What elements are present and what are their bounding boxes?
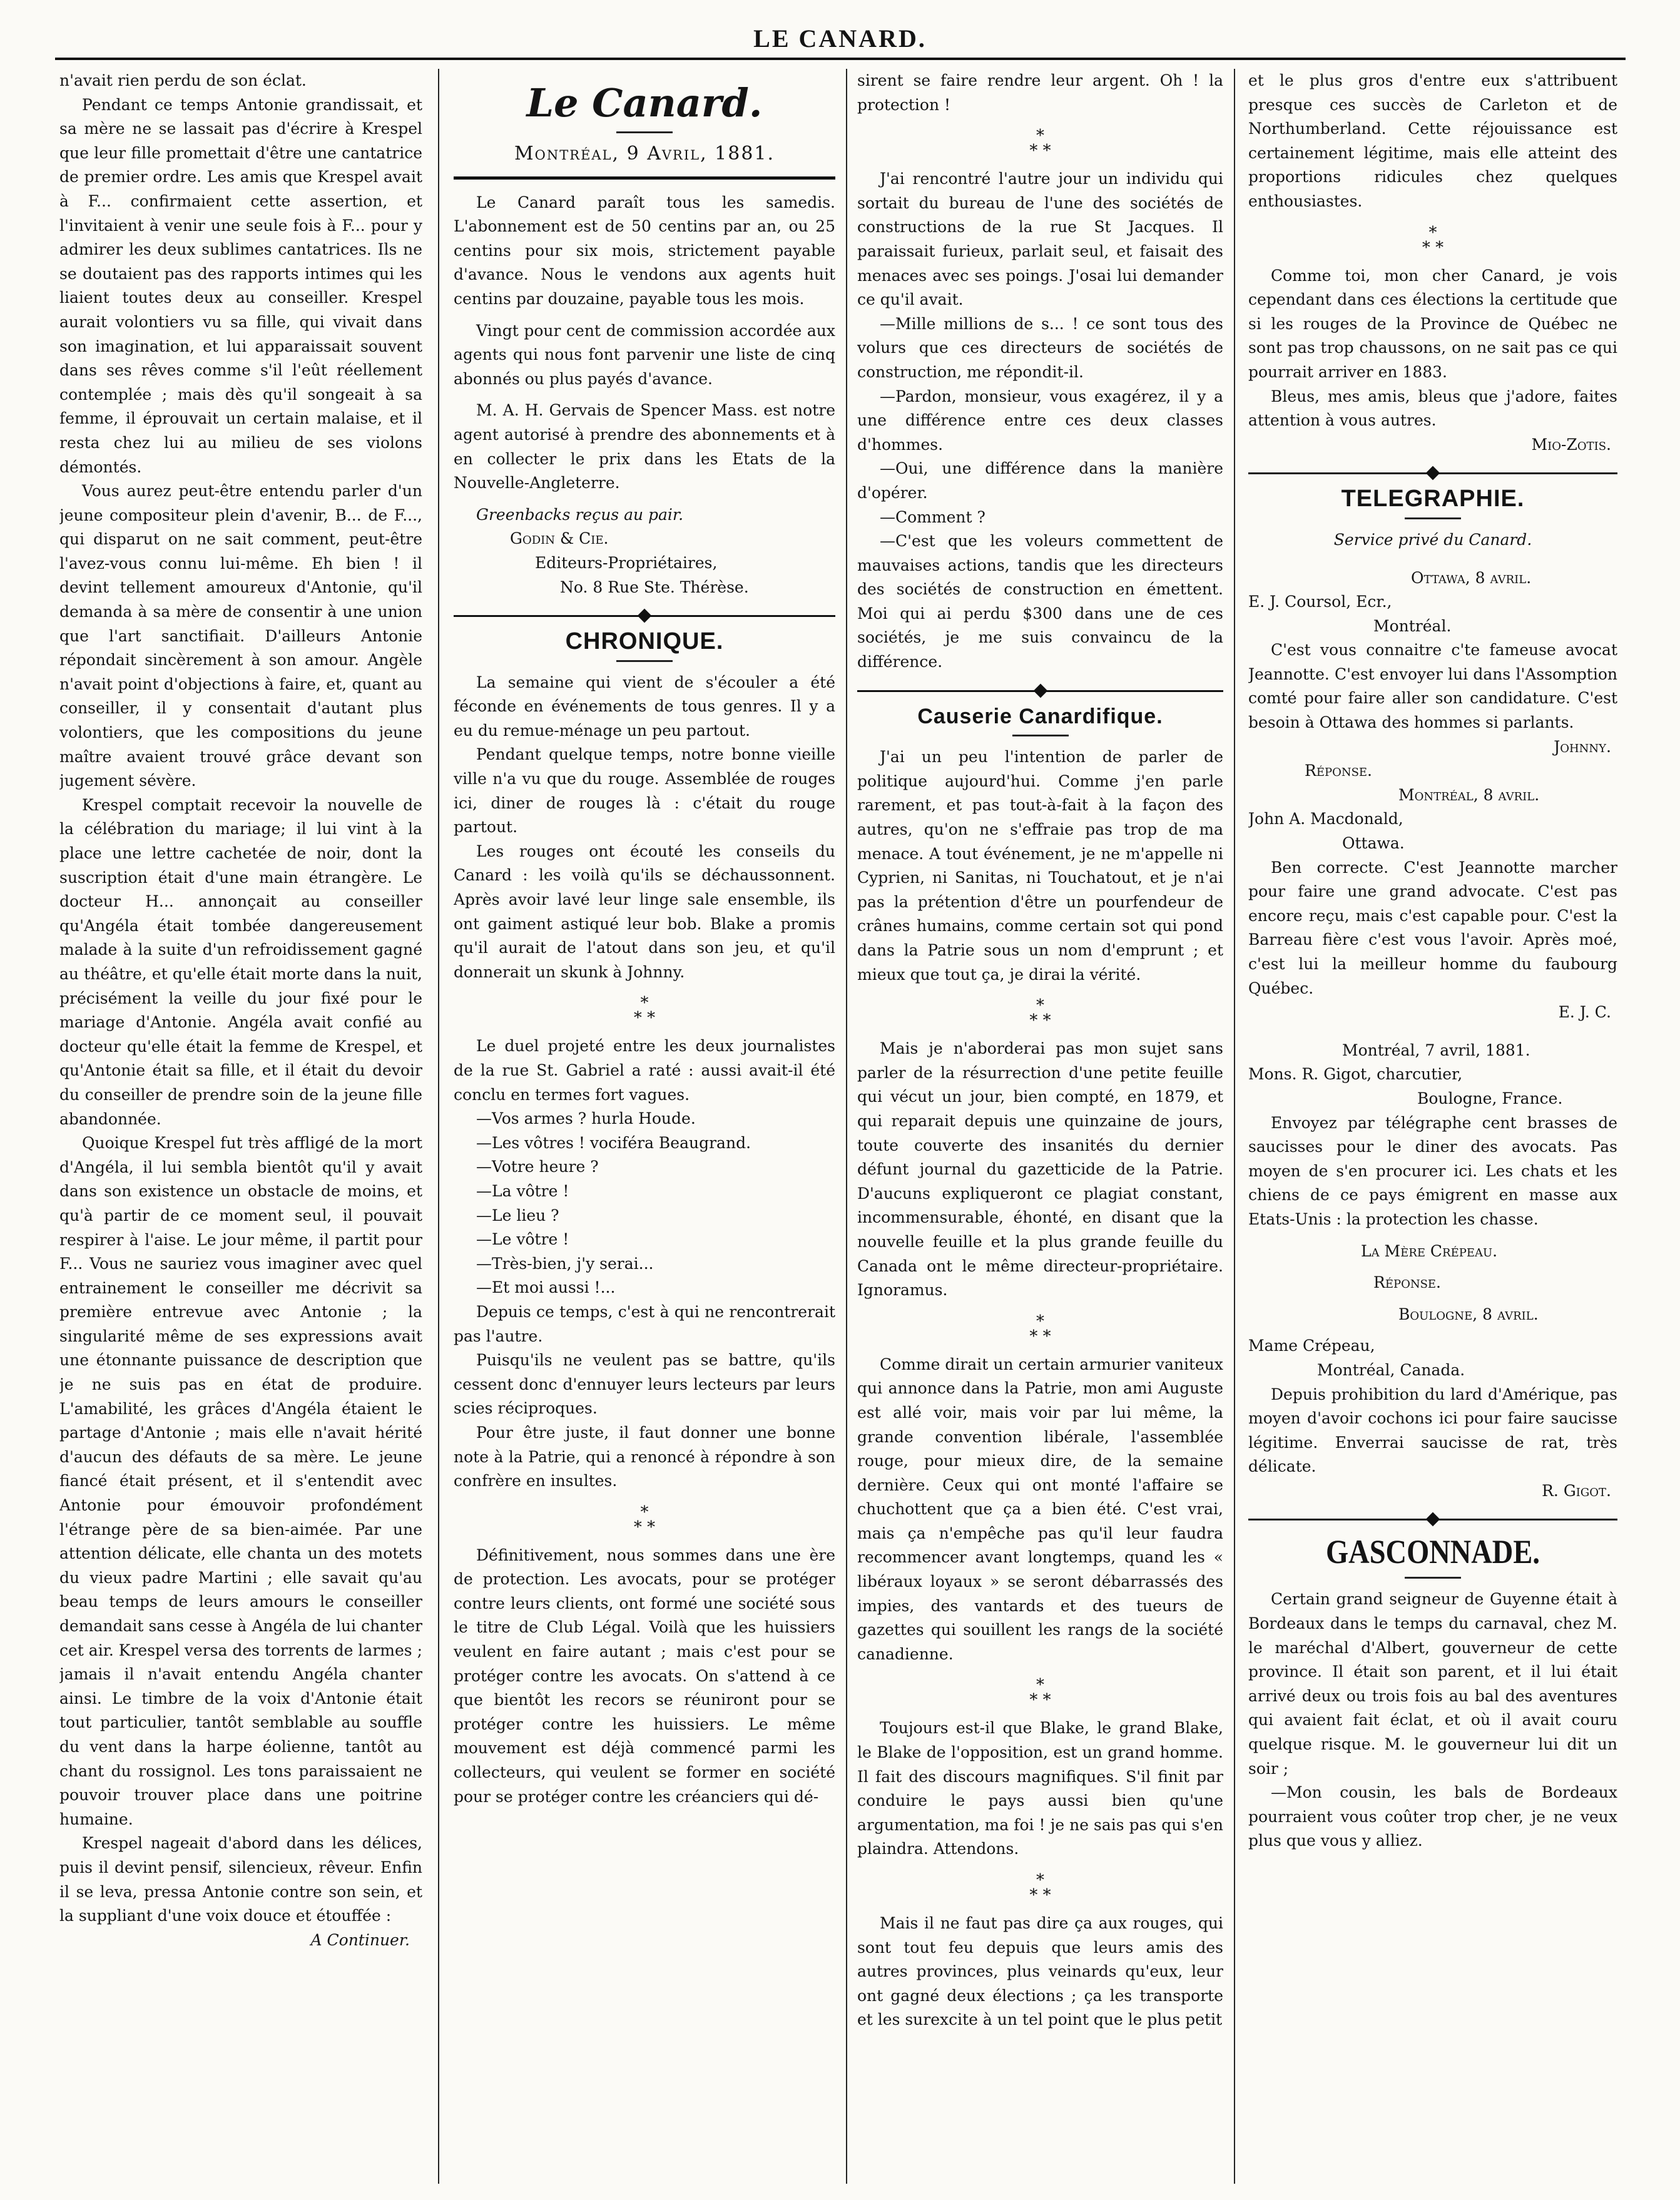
rule [1405, 517, 1461, 519]
asterism: * * * [1422, 223, 1444, 257]
rule [454, 176, 835, 180]
section-title-telegraphie: TELEGRAPHIE. [1341, 486, 1525, 512]
rule [1405, 1577, 1461, 1579]
paragraph: n'avait rien perdu de son éclat. [59, 71, 307, 89]
rule [616, 660, 673, 662]
ornament-rule [857, 686, 1223, 696]
paragraph: Comme toi, mon cher Canard, je vois cependant dans ces élections la certitude que si les rouges de la Province de Québec ne sont pas trop chaussons, on ne sait pas ce qui pourrait arriver en 1883. [1248, 266, 1617, 381]
dialogue-line: —Votre heure ? [476, 1158, 599, 1176]
publisher-name: Godin & Cie. [510, 529, 609, 548]
telegram-dateline: Boulogne, 8 avril. [1398, 1305, 1539, 1323]
asterism: * * * [1029, 126, 1051, 161]
column-4-telegraphie [1248, 69, 1617, 2184]
dialogue-line: —Oui, une différence dans la manière d'opérer. [857, 459, 1223, 502]
paragraph: Vous aurez peut-être entendu parler d'un jeune compositeur plein d'avenir, B... de F..., qui disparut on ne sait comment, peut-être l'avez-vous connu lui-même. Eh bien ! il devint tellement amoureux d'Antonie, qu'il demanda à sa mère de consentir à une union que l'art sanctifiait. D'ailleurs Antonie répondait sincèrement à son amour. Angèle n'avait point d'objections à faire, et, quant au conseiller, il y consentait d'autant plus volontiers, que les compositions du jeune maître avaient trouvé grâce devant son jugement sévère. [59, 482, 422, 790]
column-1-feuilleton [59, 69, 422, 2184]
telegram-addressee: Mame Crépeau, [1248, 1337, 1375, 1355]
dialogue-line: —Vos armes ? hurla Houde. [476, 1109, 696, 1128]
signature: Johnny. [1554, 737, 1611, 756]
dialogue-line: —Très-bien, j'y serai... [476, 1254, 654, 1273]
telegram-dateline: Montréal, 8 avril. [1398, 785, 1540, 804]
signature: E. J. C. [1558, 1003, 1611, 1022]
paragraph: sirent se faire rendre leur argent. Oh ! la protection ! [857, 71, 1223, 114]
dialogue-line: —Pardon, monsieur, vous exagérez, il y a une différence entre ces deux classes d'hommes. [857, 387, 1223, 454]
signature: Mio-Zotis. [1531, 435, 1611, 454]
dialogue-line: —Le vôtre ! [476, 1230, 569, 1249]
paragraph: Quoique Krespel fut très affligé de la mort d'Angéla, il lui sembla bientôt qu'il y avait dans son existence un obstacle de moins, et qu'à partir de ce moment seul, il pouvait respirer à l'aise. Le jour même, il partit pour F... Vous ne sauriez vous imaginer avec quel entrainement le conseiller me décrivit sa première entrevue avec Antonie ; la singularité même de ses expressions avait une étonnante puissance de description que je ne suis pas en état de produire. L'amabilité, les grâces d'Angéla étaient le partage d'Antonie ; mais elle n'avait hérité d'aucun des défauts de sa mère. Le jeune fiancé était présent, et il s'entendit avec Antonie pour émouvoir profondément l'étrange père de sa bien-aimée. Par une attention délicate, elle chanta un des motets du vieux padre Martini ; elle savait qu'au beau temps de leurs amours le conseiller demandait sans cesse à Angéla de lui chanter cet air. Krespel versa des torrents de larmes ; jamais il n'avait entendu Angéla chanter ainsi. Le timbre de la voix d'Antonie était tout particulier, tantôt semblable au souffle du vent dans la harpe éolienne, tantôt au chant du rossignol. Les tons paraissaient ne pouvoir trouver place dans une poitrine humaine. [59, 1134, 422, 1828]
telegram-dateline: Ottawa, 8 avril. [1411, 568, 1532, 587]
masthead: Le Canard. [526, 80, 763, 126]
paragraph: J'ai rencontré l'autre jour un individu qui sortait du bureau de l'une des sociétés de constructions de la rue St Jacques. Il paraissait furieux, parlait seul, et faisait des menaces avec ses poings. J'osai lui demander ce qu'il avait. [857, 170, 1223, 309]
telegram-dateline: Montréal, 7 avril, 1881. [1342, 1041, 1530, 1059]
notice: M. A. H. Gervais de Spencer Mass. est notre agent autorisé à prendre des abonnements et à en collecter le prix dans les Etats de la Nouvelle-Angleterre. [454, 401, 835, 492]
header-rule [55, 58, 1626, 60]
section-title-causerie: Causerie Canardifique. [917, 704, 1163, 728]
paragraph: Depuis ce temps, c'est à qui ne rencontrerait pas l'autre. [454, 1302, 835, 1345]
column-divider [438, 69, 439, 2184]
paragraph: —Mon cousin, les bals de Bordeaux pourraient vous coûter trop cher, je ne veux plus que vous y alliez. [1248, 1783, 1617, 1850]
asterism: * * * [633, 1502, 656, 1537]
paragraph: Mais il ne faut pas dire ça aux rouges, qui sont tout feu depuis que leurs amis des autres provinces, plus veinards qu'eux, leur ont gagné deux élections ; ça les transporte et les surexcite à un tel point que le plus petit [857, 1914, 1223, 2029]
notice: Vingt pour cent de commission accordée aux agents qui nous font parvenir une liste de cinq abonnés ou plus payés d'avance. [454, 321, 835, 388]
asterism: * * * [1029, 996, 1051, 1031]
telegram-place: Montréal. [1373, 616, 1452, 635]
rule [616, 131, 673, 133]
paragraph: Certain grand seigneur de Guyenne était à Bordeaux dans le temps du carnaval, chez M. le maréchal d'Albert, gouverneur de cette province. Il était son parent, et il lui était arrivé deux ou trois fois au bal des aventures qui avaient fait éclat, et où il avait couru quelque risque. M. le gouverneur lui dit un soir ; [1248, 1590, 1617, 1778]
column-divider [846, 69, 847, 2184]
ornament-rule [1248, 1514, 1617, 1524]
ornament-rule [1248, 468, 1617, 478]
telegram-place: Montréal, Canada. [1317, 1360, 1465, 1379]
column-3-causerie [857, 69, 1223, 2184]
paragraph: Mais je n'aborderai pas mon sujet sans parler de la résurrection d'une petite feuille qui vécut un jour, bien compté, en 1879, et qui reparait depuis une quinzaine de jours, toute couverte des insanités du dernier défunt journal du gazetticide de la Patrie. D'aucuns expliqueront ce plagiat constant, incommensurable, éhonté, en disant que la nouvelle feuille et la plus grande feuille du Canada ont le même directeur-propriétaire. Ignoramus. [857, 1039, 1223, 1300]
paragraph: Puisqu'ils ne veulent pas se battre, qu'ils cessent donc d'ennuyer leurs lecteurs par leurs scies réciproques. [454, 1351, 835, 1418]
ornament-rule [454, 611, 835, 621]
telegram-body: C'est vous connaitre c'te fameuse avocat Jeannotte. C'est envoyer lui dans l'Assomption comté pour faire aller son candidature. C'est besoin à Ottawa des hommes si parlants. [1248, 641, 1617, 732]
dialogue-line: —Et moi aussi !... [476, 1278, 616, 1297]
service-note: Service privé du Canard. [1333, 530, 1532, 549]
paragraph: Comme dirait un certain armurier vaniteux qui annonce dans la Patrie, mon ami Auguste est allé voir, mais voir par lui même, la grande convention libérale, l'assemblée rouge, pour mieux dire, de la semaine dernière. Ceux qui ont monté l'affaire se chuchottent que ça a bien été. C'est vrai, mais ça n'empêche pas qu'il leur faudra recommencer avant longtemps, quand les « libéraux loyaux » se seront débarrassés des impies, des vantards et des tueurs de gazettes qui souillent les rangs de la société canadienne. [857, 1355, 1223, 1663]
dialogue-line: —Mille millions de s... ! ce sont tous des volurs que ces directeurs de sociétés de construction, me répondit-il. [857, 314, 1223, 381]
column-divider [1234, 69, 1235, 2184]
dialogue-line: —Le lieu ? [476, 1206, 559, 1225]
dialogue-line: —C'est que les voleurs commettent de mauvaises actions, tandis que les directeurs des sociétés de construction en émettent. Moi qui ai perdu $300 dans une de ces sociétés, je me suis convaincu de la différence. [857, 532, 1223, 671]
paragraph: Pour être juste, il faut donner une bonne note à la Patrie, qui a renoncé à répondre à son confrère en insultes. [454, 1423, 835, 1490]
paragraph: La semaine qui vient de s'écouler a été féconde en événements de tous genres. Il y a eu du remue-ménage un peu partout. [454, 673, 835, 740]
paragraph: Krespel nageait d'abord dans les délices, puis il devint pensif, silencieux, rêveur. Enfin il se leva, pressa Antonie contre son sein, et la suppliant d'une voix douce et étouffée : [59, 1834, 422, 1925]
paragraph: Les rouges ont écouté les conseils du Canard : les voilà qu'ils se déchaussonnent. Après avoir lavé leur linge sale ensemble, ils ont gaiment astiqué leur bob. Blake a promis qu'il aurait de l'atout dans son jeu, et qu'il donnerait un skunk à Johnny. [454, 842, 835, 981]
reponse-label: Réponse. [1305, 761, 1372, 780]
telegram-body: Envoyez par télégraphe cent brasses de saucisses pour le diner des avocats. Pas moyen de s'en procurer ici. Les chats et les chiens de ce pays émigrent en masse aux Etats-Unis : la protection les chasse. [1248, 1113, 1617, 1228]
dialogue-line: —La vôtre ! [476, 1181, 569, 1200]
section-title-chronique: CHRONIQUE. [565, 628, 724, 655]
signature: R. Gigot. [1542, 1481, 1611, 1500]
dialogue-line: —Les vôtres ! vociféra Beaugrand. [476, 1133, 751, 1152]
paragraph: Définitivement, nous sommes dans une ère de protection. Les avocats, pour se protéger contre leurs clients, ont formé une société sous le titre de Club Légal. Voilà que les huissiers veulent en faire autant ; mais c'est pour se protéger contre les avocats. On s'attend à ce que bientôt les recors se réuniront pour se protéger contre les huissiers. Le même mouvement est déjà commencé parmi les collecteurs, qui veulent se former en société pour se protéger contre les créanciers qui dé- [454, 1546, 835, 1806]
issue-dateline: Montréal, 9 Avril, 1881. [514, 143, 775, 165]
paragraph: Bleus, mes amis, bleus que j'adore, faites attention à vous autres. [1248, 387, 1617, 430]
asterism: * * * [633, 994, 656, 1028]
paragraph: Le duel projeté entre les deux journalistes de la rue St. Gabriel a raté : aussi avait-il été conclu en termes fort vagues. [454, 1037, 835, 1104]
paragraph: J'ai un peu l'intention de parler de politique aujourd'hui. Comme j'en parle rarement, et pas tout-à-fait à la façon des autres, qu'on ne s'effraie pas trop de ma menace. A tout événement, je ne m'appelle ni Cyprien, ni Sanitas, ni Touchatout, et je n'ai pas la prétention d'être un pourfendeur de crânes humains, comme certain sot qui pond dans la Patrie sous un nom d'emprunt ; et mieux que tout ça, je dirai la vérité. [857, 748, 1223, 984]
column-2-editorial [454, 69, 835, 2184]
section-title-gasconnade: GASCONNADE. [1326, 1533, 1540, 1571]
telegram-body: Ben correcte. C'est Jeannotte marcher pour faire une grand advocate. C'est pas encore reçu, mais c'est capable pour. C'est la Barreau fière c'est vous l'avoir. Après moé, c'est lui la meilleur homme du faubourg Québec. [1248, 858, 1617, 997]
telegram-addressee: John A. Macdonald, [1248, 810, 1403, 828]
paragraph: Pendant quelque temps, notre bonne vieille ville n'a vu que du rouge. Assemblée de rouges ici, diner de rouges là : c'était du rouge partout. [454, 745, 835, 837]
paragraph: Pendant ce temps Antonie grandissait, et sa mère ne se lassait pas d'écrire à Krespel que leur fille promettait d'être une cantatrice de premier ordre. Les amis que Krespel avait à F... confirmaient cette assertion, et l'invitaient à venir une seule fois à F... pour y admirer les deux sublimes cantatrices. Ils ne se doutaient pas des rapports intimes qui les liaient toutes deux au conseiller. Krespel aurait volontiers vu sa fille, qui vivait dans son imagination, et lui apparaissait souvent dans ses rêves comme s'il l'eût réellement contemplée ; mais dès qu'il songeait à sa femme, il éprouvait un certain malaise, et il resta chez lui au milieu de ses violons démontés. [59, 95, 422, 476]
rule [1012, 735, 1069, 736]
telegram-place: Boulogne, France. [1417, 1089, 1563, 1108]
publisher-role: Editeurs-Propriétaires, [535, 553, 718, 572]
running-head: LE CANARD. [753, 24, 927, 53]
asterism: * * * [1029, 1676, 1051, 1710]
telegram-body: Depuis prohibition du lard d'Amérique, pas moyen d'avoir cochons ici pour faire saucisse légitime. Enverrai saucisse de rat, très délicate. [1248, 1385, 1617, 1476]
asterism: * * * [1029, 1871, 1051, 1905]
telegram-addressee: E. J. Coursol, Ecr., [1248, 593, 1392, 611]
signature: La Mère Crépeau. [1361, 1241, 1498, 1260]
reponse-label: Réponse. [1373, 1273, 1441, 1292]
dialogue-line: —Comment ? [880, 507, 985, 526]
to-be-continued: A Continuer. [310, 1930, 410, 1949]
asterism: * * * [1029, 1311, 1051, 1346]
notice: Le Canard paraît tous les samedis. L'abonnement est de 50 centins par an, ou 25 centins pour six mois, strictement payable d'avance. Nous le vendons aux agents huit centins par douzaine, payable tous les mois. [454, 193, 835, 308]
telegram-place: Ottawa. [1342, 834, 1405, 853]
paragraph: Toujours est-il que Blake, le grand Blake, le Blake de l'opposition, est un grand homme. Il fait des discours magnifiques. S'il finit par conduire le pays aussi bien qu'une argumentation, ma foi ! je ne sais pas qui s'en plaindra. Attendons. [857, 1719, 1223, 1858]
paragraph: Krespel comptait recevoir la nouvelle de la célébration du mariage; il lui vint à la place une lettre cachetée de noir, dont la suscription était d'une main étrangère. Le docteur H... annonçait au conseiller qu'Angéla était tombée dangereusement malade à la suite d'un refroidissement gagné au théâtre, et qu'elle était morte dans la nuit, précisément la veille du jour fixé pour le mariage d'Antonie. Angéla avait confié au docteur qu'elle était la femme de Krespel, et qu'Antonie était sa fille, et il était du devoir du conseiller de prendre soin de la jeune fille abandonnée. [59, 795, 422, 1128]
greenbacks-note: Greenbacks reçus au pair. [476, 505, 684, 524]
telegram-addressee: Mons. R. Gigot, charcutier, [1248, 1065, 1463, 1084]
publisher-address: No. 8 Rue Ste. Thérèse. [560, 578, 749, 596]
paragraph: et le plus gros d'entre eux s'attribuent presque ces succès de Carleton et de Northumberland. Cette réjouissance est certainement légitime, mais elle atteint des proportions ridicules chez quelques enthousiastes. [1248, 71, 1617, 210]
